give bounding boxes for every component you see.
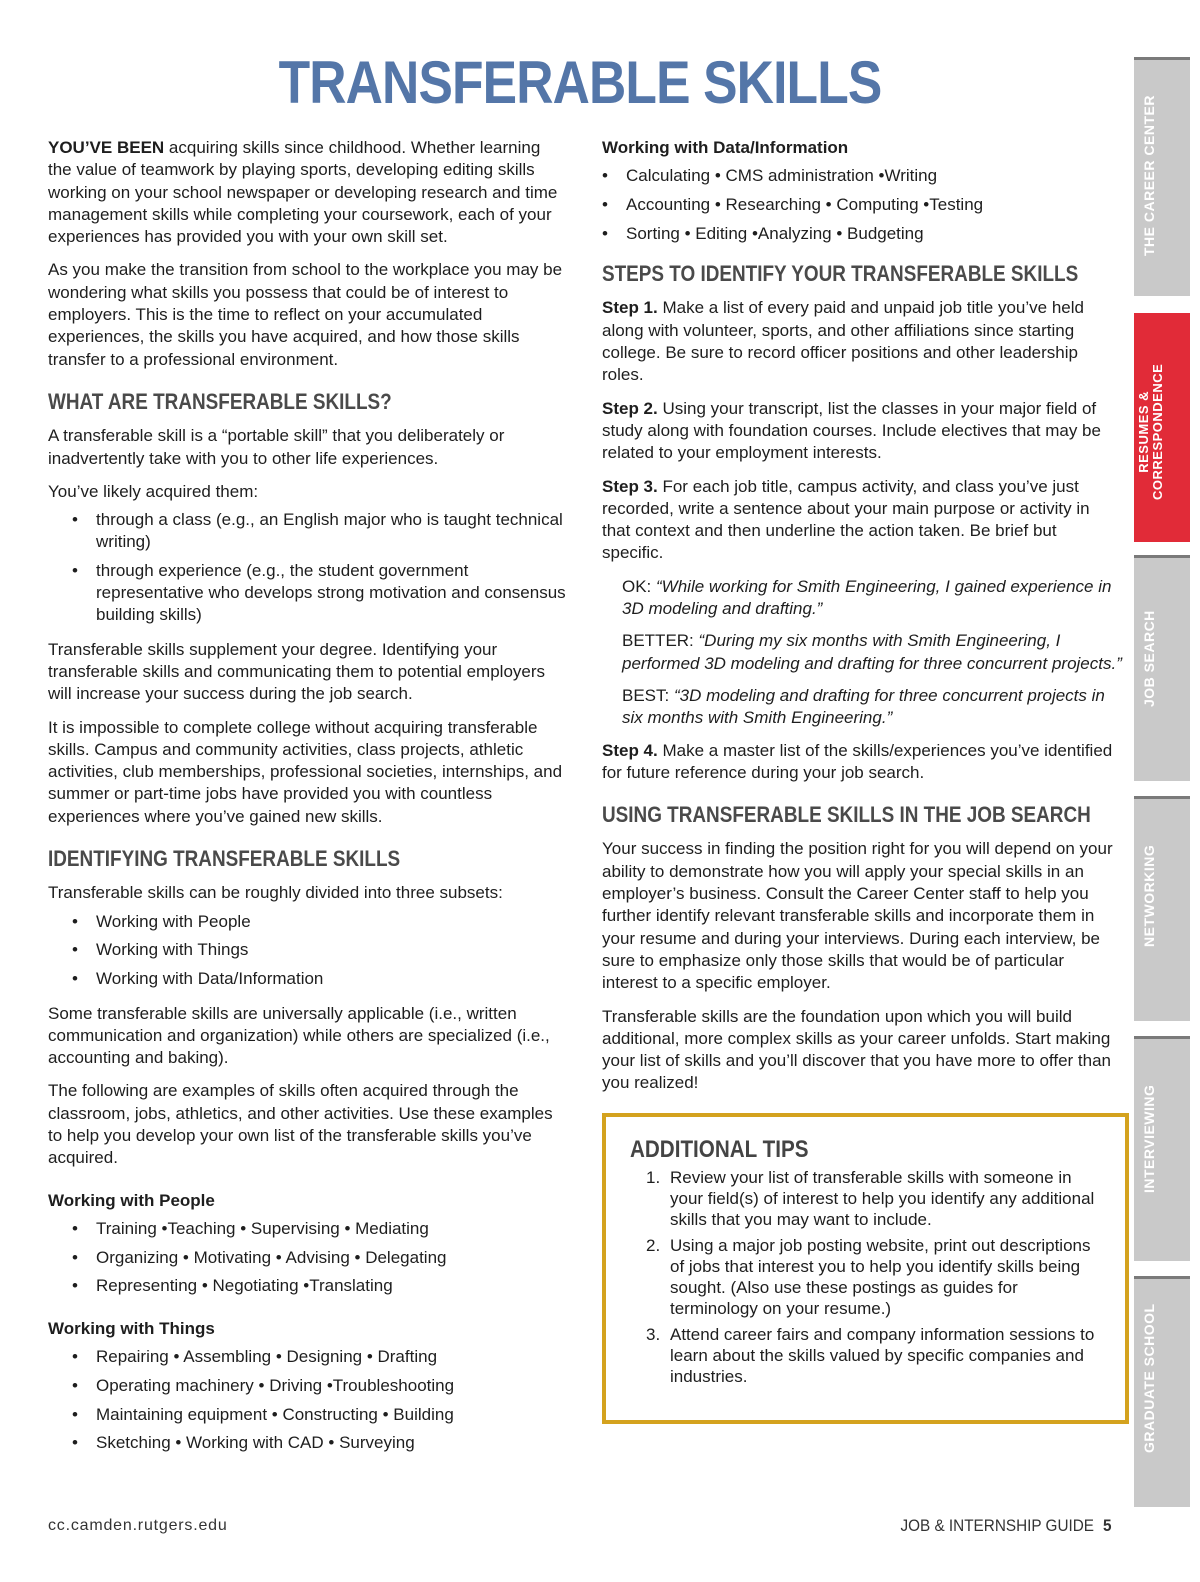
additional-tips-box [602,1113,1129,1424]
right-column [602,137,1122,1424]
using-paragraph-1: Your success in finding the position right for you will depend on your ability to demonstrate how you will apply your special skills in an employer’s business. Consult the Career Center staff to help you further identify relevant transferable skills and incorporate them in your resume and during your interviews. During each interview, be sure to emphasize only those skills that would be of particular interest to a specific employer. [602,839,1113,993]
list-item [630,1235,1105,1319]
list-item: • Working with Data/Information [48,968,568,990]
step-2-label: Step 2. [602,398,658,418]
tab-label: INTERVIEWING [1141,1084,1157,1193]
step-4 [602,740,1122,785]
list-item: • Representing • Negotiating •Translating [48,1275,568,1297]
what-paragraph-1: A transferable skill is a “portable skill” that you deliberately or inadvertently take with you to other life experiences. [48,426,505,468]
section-tabs [1134,57,1190,1507]
footer-url: cc.camden.rutgers.edu [48,1517,228,1534]
example-ok-quote: “While working for Smith Engineering, I gained experience in 3D modeling and drafting.” [622,576,1112,619]
footer-guide-title: JOB & INTERNSHIP GUIDE [900,1516,1095,1535]
step-1-text: Make a list of every paid and unpaid job title you’ve held along with volunteer, sports, and other affiliations since starting college. Be sure to record officer positions and other leadership roles. [602,298,1084,385]
data-skills-list [578,165,1122,245]
tip-text: Review your list of transferable skills with someone in your field(s) of interest to help you identify any additional skills that you may want to include. [670,1167,1095,1229]
example-better-quote: “During my six months with Smith Engineering, I performed 3D modeling and drafting for three concurrent projects.” [622,631,1122,673]
list-item: • Accounting • Researching • Computing •Testing [578,194,1122,216]
tab-label-line-1: RESUMES & [1136,390,1151,473]
tab-the-career-center[interactable] [1134,57,1190,296]
intro-paragraph [48,137,568,248]
example-better-label: BETTER: [622,631,699,651]
list-item: • through a class (e.g., an English major who is taught technical writing) [48,509,568,554]
people-skills-list [48,1218,568,1298]
data-heading: Working with Data/Information [602,138,849,157]
identify-paragraph-3: The following are examples of skills often acquired through the classroom, jobs, athletics, and other activities. Use these examples to help you develop your own list of the transferable skills you’ve acquired. [48,1081,553,1168]
list-item: • Training •Teaching • Supervising • Mediating [48,1218,568,1240]
section-heading-using: USING TRANSFERABLE SKILLS IN THE JOB SEARCH [602,802,1091,828]
tip-number: 2. [646,1235,661,1255]
list-item: • Sorting • Editing •Analyzing • Budgeting [578,223,1122,245]
people-heading: Working with People [48,1190,215,1210]
list-item: • Working with Things [48,939,568,961]
footer-guide [901,1516,1112,1536]
tip-text: Attend career fairs and company information sessions to learn about the skills valued by specific companies and industries. [670,1324,1095,1386]
tab-graduate-school[interactable] [1134,1276,1190,1507]
identify-paragraph-2: Some transferable skills are universally applicable (i.e., written communication and organization) while others are specialized (i.e., accounting and baking). [48,1003,550,1068]
things-skills-list [48,1346,568,1455]
list-item: • Maintaining equipment • Constructing • Building [48,1404,568,1426]
tip-number: 3. [646,1324,661,1344]
tab-label: NETWORKING [1141,844,1157,947]
page-number: 5 [1103,1516,1112,1535]
list-item [630,1324,1105,1387]
things-heading: Working with Things [48,1318,215,1338]
tip-number: 1. [646,1167,661,1187]
tab-interviewing[interactable] [1134,1036,1190,1261]
acquired-list [48,509,568,626]
page-title: TRANSFERABLE SKILLS [278,49,882,116]
section-heading-steps: STEPS TO IDENTIFY YOUR TRANSFERABLE SKILLS [602,261,1079,287]
tab-resumes-correspondence[interactable] [1134,313,1190,542]
step-2-text: Using your transcript, list the classes in your major field of study along with foundation courses. Include electives that may be related to your employment interests. [602,398,1101,463]
tab-label-line-2: CORRESPONDENCE [1150,363,1165,500]
step-1-label: Step 1. [602,298,658,318]
intro-paragraph-2: As you make the transition from school to the workplace you may be wondering what skills you possess that could be of interest to employers. This is the time to reflect on your accumulated experiences, the skills you have acquired, and how those skills transfer to a professional environment. [48,260,563,369]
tab-label: THE CAREER CENTER [1141,95,1157,256]
what-paragraph-2: You’ve likely acquired them: [48,481,259,501]
example-best-quote: “3D modeling and drafting for three concurrent projects in six months with Smith Engineering.” [622,685,1105,728]
subsets-list [48,911,568,991]
step-3-label: Step 3. [602,476,658,496]
list-item: • Organizing • Motivating • Advising • Delegating [48,1247,568,1269]
step-4-label: Step 4. [602,740,658,760]
tab-label: JOB SEARCH [1141,610,1157,707]
section-heading-identifying: IDENTIFYING TRANSFERABLE SKILLS [48,846,401,872]
list-item: • Working with People [48,911,568,933]
step-1 [602,297,1122,386]
list-item: • Sketching • Working with CAD • Surveying [48,1432,568,1454]
step-4-text: Make a master list of the skills/experiences you’ve identified for future reference during your job search. [602,740,1113,782]
tab-job-search[interactable] [1134,555,1190,781]
list-item: • Repairing • Assembling • Designing • Drafting [48,1346,568,1368]
list-item [630,1167,1105,1230]
step-3 [602,476,1122,565]
tab-label [1137,364,1165,500]
intro-lead: YOU’VE BEEN [48,138,165,157]
what-paragraph-3: Transferable skills supplement your degree. Identifying your transferable skills and communicating them to potential employers will increase your success during the job search. [48,639,546,704]
tab-networking[interactable] [1134,796,1190,1021]
left-column [48,137,568,1467]
step-2 [602,398,1122,465]
list-item: • Operating machinery • Driving •Troubleshooting [48,1375,568,1397]
tips-heading: ADDITIONAL TIPS [630,1135,809,1163]
example-best-label: BEST: [622,685,674,705]
list-item: • Calculating • CMS administration •Writing [578,165,1122,187]
example-ok-label: OK: [622,576,657,596]
intro-text: acquiring skills since childhood. Whether learning the value of teamwork by playing sports, developing editing skills working on your school newspaper or developing research and time management skills while completing your coursework, each of your experiences has provided you with your own skill set. [48,138,558,247]
example-better [602,630,1122,675]
list-item: • through experience (e.g., the student government representative who develops strong motivation and consensus building skills) [48,560,568,627]
tab-label: GRADUATE SCHOOL [1141,1303,1157,1453]
example-ok [602,576,1122,621]
identify-paragraph-1: Transferable skills can be roughly divided into three subsets: [48,883,503,903]
section-heading-what: WHAT ARE TRANSFERABLE SKILLS? [48,388,392,414]
tip-text: Using a major job posting website, print out descriptions of jobs that interest you to help you identify skills being sought. (Also use these postings as guides for terminology on your resume.) [670,1235,1091,1318]
step-3-text: For each job title, campus activity, and class you’ve just recorded, write a sentence about your main purpose or activity in that context and then underline the action taken. Be brief but specific. [602,476,1090,563]
using-paragraph-2: Transferable skills are the foundation upon which you will build additional, more complex skills as your career unfolds. Start making your list of skills and you’ll discover that you have more to offer than you realized! [602,1006,1111,1093]
tips-list [630,1167,1105,1387]
what-paragraph-4: It is impossible to complete college without acquiring transferable skills. Campus and community activities, class projects, athletic activities, club memberships, professional societies, internships, and summer or part-time jobs have provided you with countless experiences where you’ve gained new skills. [48,717,563,826]
example-best [602,685,1122,730]
